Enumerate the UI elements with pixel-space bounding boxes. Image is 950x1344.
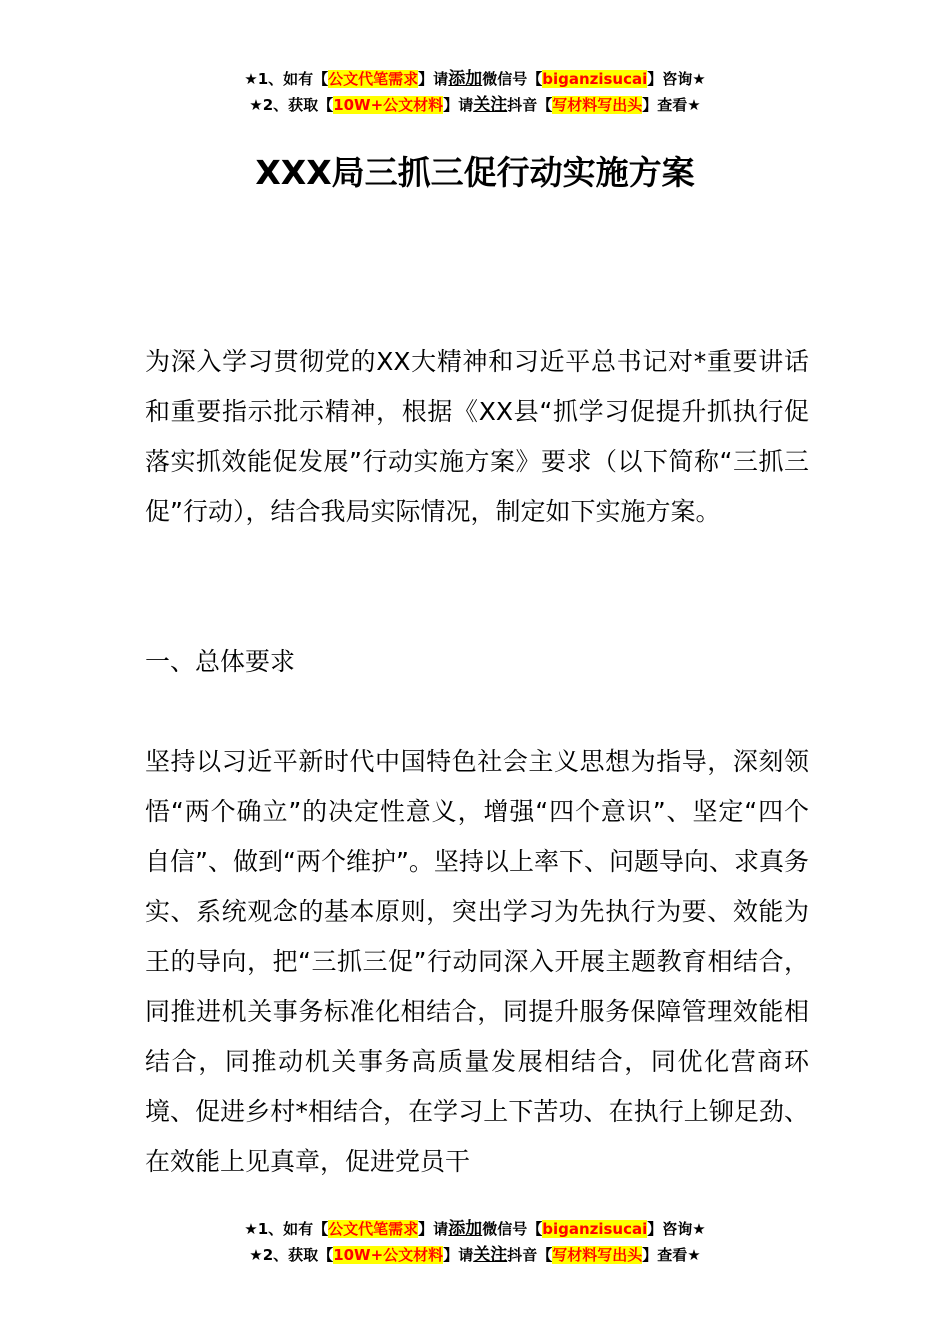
banner-highlight: 公文代笔需求 [328,1220,419,1238]
footer-banner [0,1216,950,1268]
banner-emphasis: 添加 [448,69,483,89]
header-banner [0,66,950,118]
banner-highlight: 公文代笔需求 [328,70,419,88]
banner-line-2 [0,92,950,118]
banner-text: 抖音【 [507,1246,553,1264]
banner-emphasis: 添加 [448,1219,483,1239]
banner-text: 】查看★ [642,1246,701,1264]
banner-wechat-id: biganzisucai [542,1220,648,1238]
banner-line-1 [0,66,950,92]
banner-text: 】咨询★ [647,70,706,88]
document-title: XXX局三抓三促行动实施方案 [255,153,695,192]
section-heading: 一、总体要求 [145,647,296,676]
banner-line-2 [0,1242,950,1268]
banner-text: 微信号【 [482,70,543,88]
banner-highlight: 10W+公文材料 [333,1246,444,1264]
banner-text: 】咨询★ [647,1220,706,1238]
banner-text: ★1、如有【 [244,70,329,88]
banner-douyin-id: 写材料写出头 [552,96,643,114]
banner-highlight: 10W+公文材料 [333,96,444,114]
body-paragraph: 坚持以习近平新时代中国特色社会主义思想为指导，深刻领悟“两个确立”的决定性意义，增强“四个意识”、坚定“四个自信”、做到“两个维护”。坚持以上率下、问题导向、求真务实、系统观念的基本原则，突出学习为先执行为要、效能为王的导向，把“三抓三促”行动同深入开展主题教育相结合，同推进机关事务标准化相结合，同提升服务保障管理效能相结合，同推动机关事务高质量发展相结合，同优化营商环境、促进乡村*相结合，在学习上下苦功、在执行上铆足劲、在效能上见真章，促进党员干 [145,747,809,1176]
banner-text: 】请 [443,1246,474,1264]
banner-line-1 [0,1216,950,1242]
banner-text: 】请 [418,1220,449,1238]
banner-text: 】请 [418,70,449,88]
banner-text: 】请 [443,96,474,114]
banner-text: 抖音【 [507,96,553,114]
banner-emphasis: 关注 [473,1245,508,1265]
banner-text: ★1、如有【 [244,1220,329,1238]
banner-text: 】查看★ [642,96,701,114]
banner-text: ★2、获取【 [249,96,334,114]
banner-wechat-id: biganzisucai [542,70,648,88]
banner-text: ★2、获取【 [249,1246,334,1264]
intro-paragraph: 为深入学习贯彻党的XX大精神和习近平总书记对*重要讲话和重要指示批示精神，根据《XX县“抓学习促提升抓执行促落实抓效能促发展”行动实施方案》要求（以下简称“三抓三促”行动），结合我局实际情况，制定如下实施方案。 [145,347,809,526]
banner-emphasis: 关注 [473,95,508,115]
banner-douyin-id: 写材料写出头 [552,1246,643,1264]
banner-text: 微信号【 [482,1220,543,1238]
